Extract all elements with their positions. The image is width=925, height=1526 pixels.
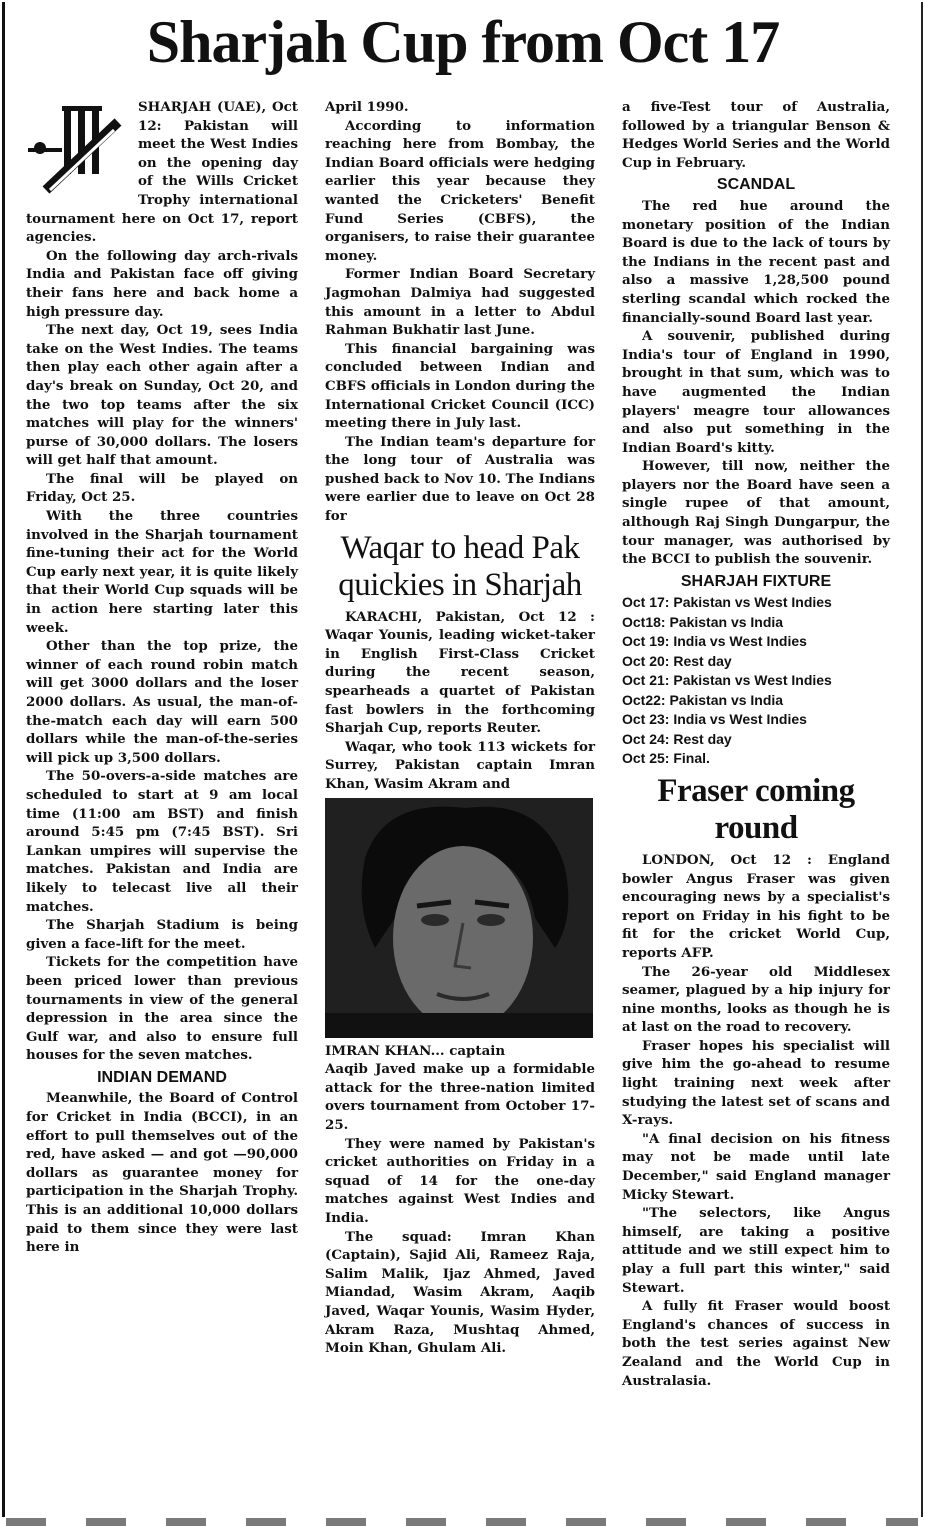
subheading: INDIAN DEMAND	[97, 1068, 227, 1086]
fixture-item: Oct18: Pakistan vs India	[622, 613, 784, 630]
paragraph: SHARJAH (UAE), Oct 12: Pakistan will meet the West Indies on the opening day of the Wills Cricket Trophy international tournament here on Oct 17, report agencies.	[26, 99, 298, 246]
paragraph: On the following day arch-rivals India and Pakistan face off giving their fans here and back home a high pressure day.	[26, 247, 298, 320]
subheading: SHARJAH FIXTURE	[680, 572, 832, 590]
paragraph: "The selectors, like Angus himself, are taking a positive attitude and we still expect him to play a full part this winter," said Stewart.	[622, 1205, 890, 1296]
paragraph: The Sharjah Stadium is being given a face-lift for the meet.	[26, 917, 298, 952]
photo-caption: IMRAN KHAN... captain	[325, 1042, 506, 1059]
paragraph: Other than the top prize, the winner of each round robin match will get 3000 dollars and the loser 2000 dollars. As usual, the man-of-the-match each day will earn 500 dollars while the man-of-the-series will pick up 3,500 dollars.	[26, 638, 298, 766]
fixture-item: Oct 17: Pakistan vs West Indies	[622, 594, 832, 611]
cricket-stumps-icon	[26, 100, 130, 196]
paragraph: Waqar, who took 113 wickets for Surrey, Pakistan captain Imran Khan, Wasim Akram and	[325, 738, 595, 792]
paragraph: However, till now, neither the players nor the Board have seen a single rupee of that amount, although Raj Singh Dungarpur, the tour manager, was authorised by the BCCI to publish the souvenir.	[622, 458, 890, 568]
paragraph: A fully fit Fraser would boost England's chances of success in both the test series against New Zealand and the World Cup in Australasia.	[622, 1298, 890, 1389]
paragraph: The red hue around the monetary position of the Indian Board is due to the lack of tours by the Indians in the recent past and also a massive 1,28,500 pound sterling scandal which rocked the financially-sound Board last year.	[622, 197, 890, 326]
paragraph: A souvenir, published during India's tour of England in 1990, brought in that sum, which was to have augmented the Indian players' meagre tour allowances and also put something in the Indian Board's kitty.	[622, 328, 890, 456]
fixture-item: Oct 19: India vs West Indies	[622, 633, 807, 650]
fixture-item: Oct 20: Rest day	[622, 652, 732, 669]
fixture-list	[622, 593, 890, 769]
paragraph: The 26-year old Middlesex seamer, plagued by a hip injury for nine months, looks as though he is at last on the road to recovery.	[622, 963, 890, 1036]
paragraph: According to information reaching here from Bombay, the Indian Board officials were hedging earlier this year because they wanted the Cricketers' Benefit Fund Series (CBFS), the organisers, to raise their guarantee money.	[325, 117, 595, 264]
paragraph: The Indian team's departure for the long tour of Australia was pushed back to Nov 10. The Indians were earlier due to leave on Oct 28 for	[325, 433, 595, 525]
fixture-item: Oct 24: Rest day	[622, 730, 732, 747]
paragraph: Meanwhile, the Board of Control for Cricket in India (BCCI), in an effort to pull themselves out of the red, have asked — and got —90,000 dollars as guarantee money for participation in the Sharjah Trophy. This is an additional 10,000 dollars paid to them since they were last here in	[26, 1090, 298, 1256]
paragraph: The squad: Imran Khan (Captain), Sajid Ali, Rameez Raja, Salim Malik, Ijaz Ahmed, Javed Miandad, Wasim Akram, Aaqib Javed, Waqar Younis, Wasim Hyder, Akram Raza, Mushtaq Ahmed, Moin Khan, Ghulam Ali.	[325, 1228, 595, 1357]
paragraph: The final will be played on Friday, Oct 25.	[26, 470, 298, 506]
paragraph: KARACHI, Pakistan, Oct 12 : Waqar Younis, leading wicket-taker in English First-Class Cricket during the recent season, spearheads a quartet of Pakistan fast bowlers in the forthcoming Sharjah Cup, reports Reuter.	[325, 608, 595, 737]
paragraph: They were named by Pakistan's cricket authorities on Friday in a squad of 14 for the one-day matches against West Indies and India.	[325, 1135, 595, 1226]
column-2	[325, 98, 595, 1358]
paragraph: LONDON, Oct 12 : England bowler Angus Fraser was given encouraging news by a specialist's report on Friday in his fight to be fit for the cricket World Cup, reports AFP.	[622, 851, 890, 961]
fixture-item: Oct 25: Final.	[622, 750, 710, 767]
article-headline: Fraser coming round	[657, 772, 855, 846]
bottom-edge-strip	[6, 1518, 918, 1526]
paragraph: This financial bargaining was concluded between Indian and CBFS officials in London during the International Cricket Council (ICC) meeting there in July last.	[325, 340, 595, 432]
column-1	[26, 98, 298, 1257]
fixture-item: Oct 23: India vs West Indies	[622, 711, 807, 728]
paragraph: Aaqib Javed make up a formidable attack for the three-nation limited overs tournament from October 17-25.	[325, 1061, 595, 1133]
paragraph: Former Indian Board Secretary Jagmohan Dalmiya had suggested this amount in a letter to Abdul Rahman Bukhatir last June.	[325, 266, 595, 339]
paragraph: The 50-overs-a-side matches are scheduled to start at 9 am local time (11:00 am BST) and finish around 5:45 pm (7:45 BST). Sri Lankan umpires will supervise the matches. Pakistan and India are likely to telecast live all their matches.	[26, 768, 298, 915]
portrait-photo	[325, 798, 593, 1038]
paragraph: With the three countries involved in the Sharjah tournament fine-tuning their act for the World Cup early next year, it is quite likely that their World Cup squads will be in action here starting later this week.	[26, 508, 298, 636]
paragraph: Tickets for the competition have been priced lower than previous tournaments in view of the general depression in the area since the Gulf war, and also to ensure full houses for the seven matches.	[26, 954, 298, 1064]
fixture-item: Oct22: Pakistan vs India	[622, 691, 784, 708]
portrait-image	[325, 798, 593, 1038]
paragraph: The next day, Oct 19, sees India take on the West Indies. The teams then play each other again after a day's break on Sunday, Oct 20, and the two top teams after the six matches will play for the winners' purse of 30,000 dollars. The losers will get half that amount.	[26, 322, 298, 469]
paragraph: Fraser hopes his specialist will give him the go-ahead to resume light training next week after studying the latest set of scans and X-rays.	[622, 1037, 890, 1129]
page-title: Sharjah Cup from Oct 17	[146, 9, 780, 75]
paragraph: "A final decision on his fitness may not be made until late December," said England manager Micky Stewart.	[622, 1130, 890, 1203]
column-3	[622, 98, 890, 1390]
paragraph: a five-Test tour of Australia, followed by a triangular Benson & Hedges World Series and the World Cup in February.	[622, 99, 890, 171]
paragraph: April 1990.	[325, 99, 409, 115]
fixture-item: Oct 21: Pakistan vs West Indies	[622, 672, 832, 689]
article-headline: Waqar to head Pak quickies in Sharjah	[338, 529, 582, 603]
subheading: SCANDAL	[716, 176, 796, 194]
